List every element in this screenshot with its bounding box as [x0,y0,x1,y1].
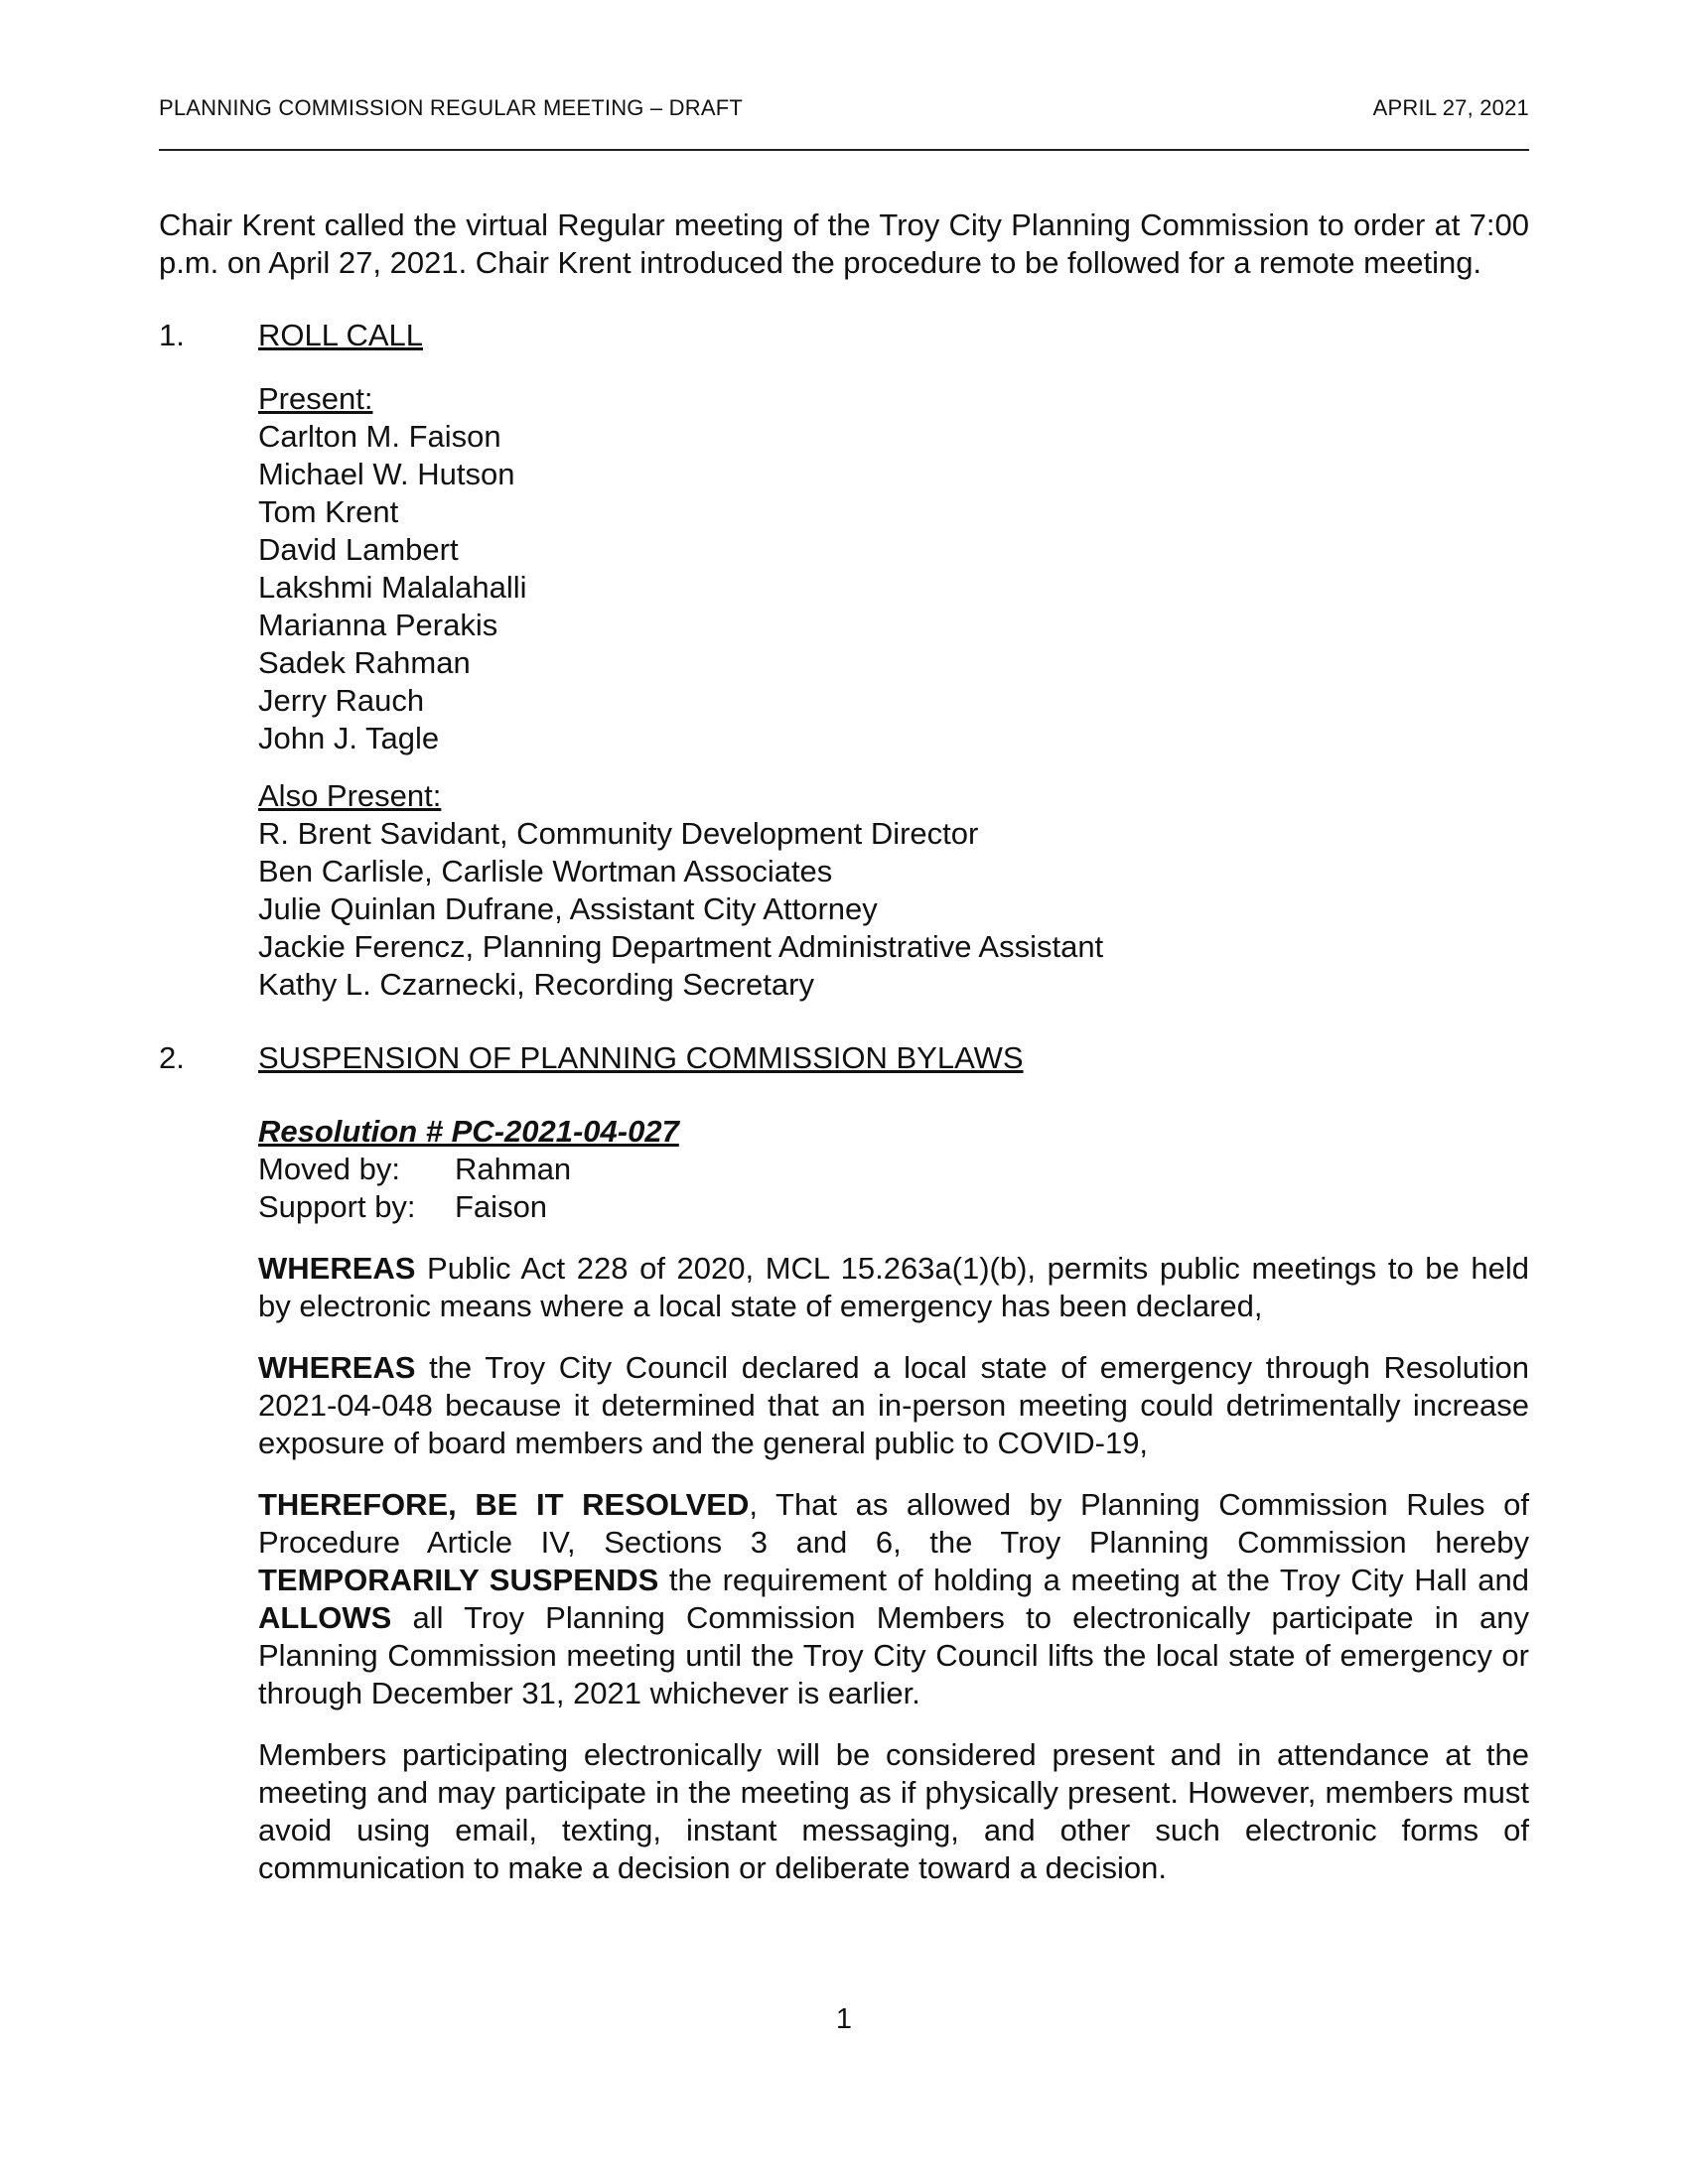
moved-by-value: Rahman [455,1152,572,1186]
present-member: Sadek Rahman [258,645,471,680]
document-body [159,206,1529,1887]
also-present-block [258,777,1529,1004]
also-present-person: Kathy L. Czarnecki, Recording Secretary [258,967,814,1002]
present-list [258,418,1529,757]
also-present-person: Julie Quinlan Dufrane, Assistant City Attorney [258,891,878,926]
page-header [159,95,1529,121]
page-number: 1 [835,2003,853,2035]
present-label: Present: [258,381,373,416]
whereas-paragraph-1 [258,1250,1529,1325]
header-divider [159,149,1529,151]
present-block [258,380,1529,757]
present-member: John J. Tagle [258,721,440,755]
keyword: WHEREAS [258,1251,416,1286]
header-title: PLANNING COMMISSION REGULAR MEETING – DRAFT [159,95,744,120]
section-number: 1. [159,318,185,352]
section-number: 2. [159,1040,185,1075]
support-by-label: Support by: [258,1189,416,1224]
support-by-value: Faison [455,1189,548,1224]
present-member: David Lambert [258,532,459,567]
paragraph-text: the requirement of holding a meeting at the Troy City Hall and [658,1563,1529,1597]
paragraph-text: Public Act 228 of 2020, MCL 15.263a(1)(b), permits public meetings to be held by electronic means where a local state of emergency has been declared, [258,1251,1529,1323]
section-1-heading [159,317,1529,354]
also-present-person: R. Brent Savidant, Community Development Director [258,816,979,851]
keyword: WHEREAS [258,1350,416,1385]
present-member: Michael W. Hutson [258,457,515,491]
present-member: Carlton M. Faison [258,419,501,454]
whereas-paragraph-2 [258,1349,1529,1462]
members-paragraph: Members participating electronically will be considered present and in attendance at the meeting and may participate in the meeting as if physically present. However, members must avoid using email, texting, instant messaging, and other such electronic forms of communication to make a decision or deliberate toward a decision. [258,1737,1529,1885]
intro-paragraph: Chair Krent called the virtual Regular meeting of the Troy City Planning Commission to order at 7:00 p.m. on April 27, 2021. Chair Krent introduced the procedure to be followed for a remote meeting. [159,207,1529,280]
section-title: SUSPENSION OF PLANNING COMMISSION BYLAWS [258,1040,1024,1075]
moved-by-row [258,1151,1529,1188]
keyword: ALLOWS [258,1600,392,1635]
also-present-label: Also Present: [258,778,442,813]
also-present-list [258,815,1529,1004]
resolution-title: Resolution # PC-2021-04-027 [258,1114,679,1149]
present-member: Marianna Perakis [258,608,498,642]
keyword: TEMPORARILY SUSPENDS [258,1563,659,1597]
present-member: Tom Krent [258,494,399,529]
section-title: ROLL CALL [258,318,423,352]
keyword: THEREFORE, BE IT RESOLVED [258,1487,750,1522]
section-2-heading [159,1039,1529,1077]
also-present-person: Ben Carlisle, Carlisle Wortman Associates [258,854,833,888]
also-present-person: Jackie Ferencz, Planning Department Administrative Assistant [258,929,1104,964]
paragraph-text: the Troy City Council declared a local state of emergency through Resolution 2021-04-048 because it determined that an in-person meeting could detrimentally increase exposure of board members and the general public to COVID-19, [258,1350,1529,1460]
paragraph-text: , That as allowed by Planning Commission Rules of Procedure Article IV, Sections 3 and 6, the Troy Planning Commission hereby [258,1487,1529,1560]
paragraph-text: all Troy Planning Commission Members to electronically participate in any Planning Commission meeting until the Troy City Council lifts the local state of emergency or through December 31, 2021 whichever is earlier. [258,1600,1529,1710]
present-member: Lakshmi Malalahalli [258,570,527,605]
resolved-paragraph [258,1486,1529,1712]
moved-by-label: Moved by: [258,1152,401,1186]
present-member: Jerry Rauch [258,683,425,718]
header-date: APRIL 27, 2021 [1372,95,1529,120]
resolution-block [258,1113,1529,1887]
support-by-row [258,1188,1529,1226]
